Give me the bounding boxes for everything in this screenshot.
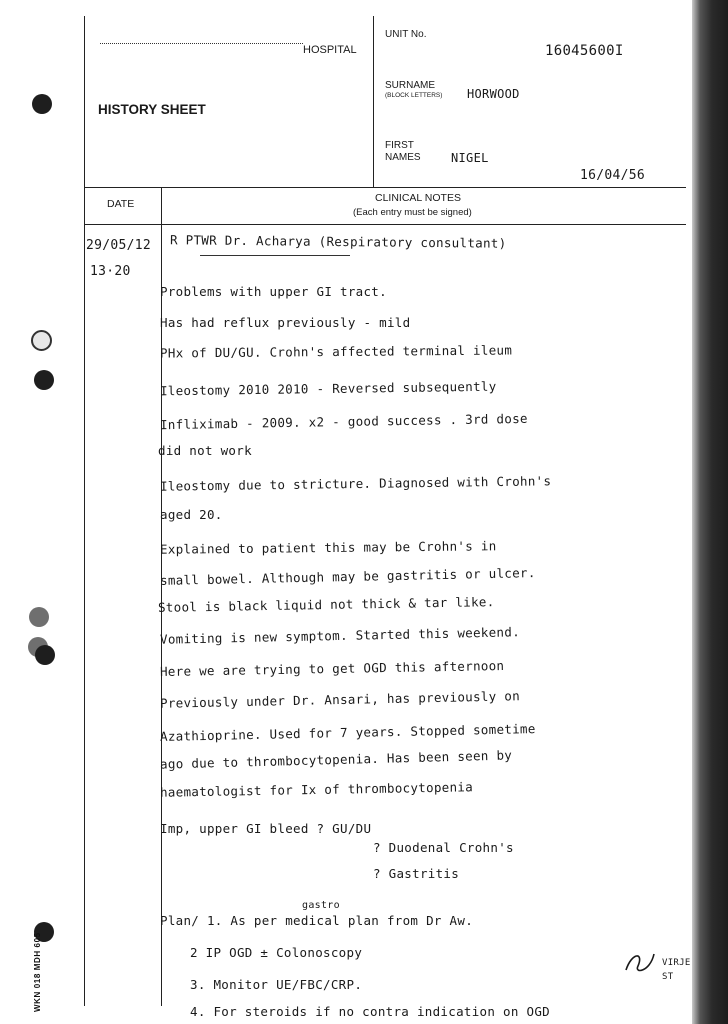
note-superscript: gastro xyxy=(302,900,340,911)
note-line: small bowel. Although may be gastritis or ulcer. xyxy=(159,565,536,588)
note-line: 4. For steroids if no contra indication on OGD xyxy=(190,1004,550,1019)
note-line: 2 IP OGD ± Colonoscopy xyxy=(190,945,363,960)
sheet-title: HISTORY SHEET xyxy=(98,102,206,117)
note-line: Vomiting is new symptom. Started this weekend. xyxy=(159,624,521,647)
note-line: PHx of DU/GU. Crohn's affected terminal ileum xyxy=(159,342,513,361)
header-divider xyxy=(373,16,374,188)
form-code: WKN 018 MDH 605 xyxy=(33,932,42,1012)
unit-no-value: 16045600I xyxy=(545,43,624,59)
note-line: Has had reflux previously - mild xyxy=(160,315,411,330)
hospital-name-line xyxy=(100,43,303,44)
note-line: Infliximab - 2009. x2 - good success . 3rd dose xyxy=(159,410,528,433)
surname-value: HORWOOD xyxy=(467,87,520,101)
clinical-notes-label: CLINICAL NOTES xyxy=(375,192,461,204)
column-header-bottom-border xyxy=(84,224,686,225)
form-left-border xyxy=(84,16,85,1006)
note-line: Imp, upper GI bleed ? GU/DU xyxy=(160,821,372,836)
punch-hole xyxy=(34,370,54,390)
note-underline xyxy=(200,255,350,256)
note-line: Stool is black liquid not thick & tar like. xyxy=(157,594,495,615)
note-line: Explained to patient this may be Crohn's in xyxy=(159,538,497,557)
punch-hole xyxy=(29,607,49,627)
surname-label: SURNAME xyxy=(385,80,436,91)
hospital-label: HOSPITAL xyxy=(303,44,357,56)
punch-hole xyxy=(35,645,55,665)
punch-hole xyxy=(31,330,52,351)
first-names-value: NIGEL xyxy=(451,151,489,165)
scan-dark-edge xyxy=(692,0,728,1024)
signature-mark xyxy=(622,948,658,978)
note-line: ? Duodenal Crohn's xyxy=(373,840,514,855)
note-line: Here we are trying to get OGD this afternoon xyxy=(159,657,505,680)
dob-value: 16/04/56 xyxy=(580,168,646,183)
note-line: ago due to thrombocytopenia. Has been seen by xyxy=(159,747,513,772)
entry-date: 29/05/12 xyxy=(86,238,152,253)
note-line: aged 20. xyxy=(160,507,223,522)
header-bottom-border xyxy=(84,187,686,188)
surname-sub-label: (BLOCK LETTERS) xyxy=(385,92,443,99)
note-line: haematologist for Ix of thrombocytopenia xyxy=(159,779,474,800)
date-column-label: DATE xyxy=(107,198,135,210)
entry-time: 13·20 xyxy=(90,264,131,279)
note-line: R PTWR Dr. Acharya (Respiratory consultant) xyxy=(169,232,507,251)
note-line: did not work xyxy=(158,443,252,458)
clinical-notes-sub-label: (Each entry must be signed) xyxy=(353,207,472,218)
note-line: Problems with upper GI tract. xyxy=(160,284,387,299)
note-line: Previously under Dr. Ansari, has previously on xyxy=(159,688,521,711)
note-line: Ileostomy due to stricture. Diagnosed with Crohn's xyxy=(159,473,552,494)
first-names-label-2: NAMES xyxy=(385,152,421,163)
note-line: Plan/ 1. As per medical plan from Dr Aw. xyxy=(160,913,474,928)
first-names-label-1: FIRST xyxy=(385,140,414,151)
punch-hole xyxy=(32,94,52,114)
note-line: ? Gastritis xyxy=(373,866,460,881)
signature-text: VIRJE ST xyxy=(662,958,691,982)
note-line: Ileostomy 2010 2010 - Reversed subsequently xyxy=(159,378,497,399)
date-column-divider xyxy=(161,187,162,1006)
note-line: Azathioprine. Used for 7 years. Stopped sometime xyxy=(159,721,536,744)
note-line: 3. Monitor UE/FBC/CRP. xyxy=(190,977,363,992)
unit-no-label: UNIT No. xyxy=(385,29,427,40)
